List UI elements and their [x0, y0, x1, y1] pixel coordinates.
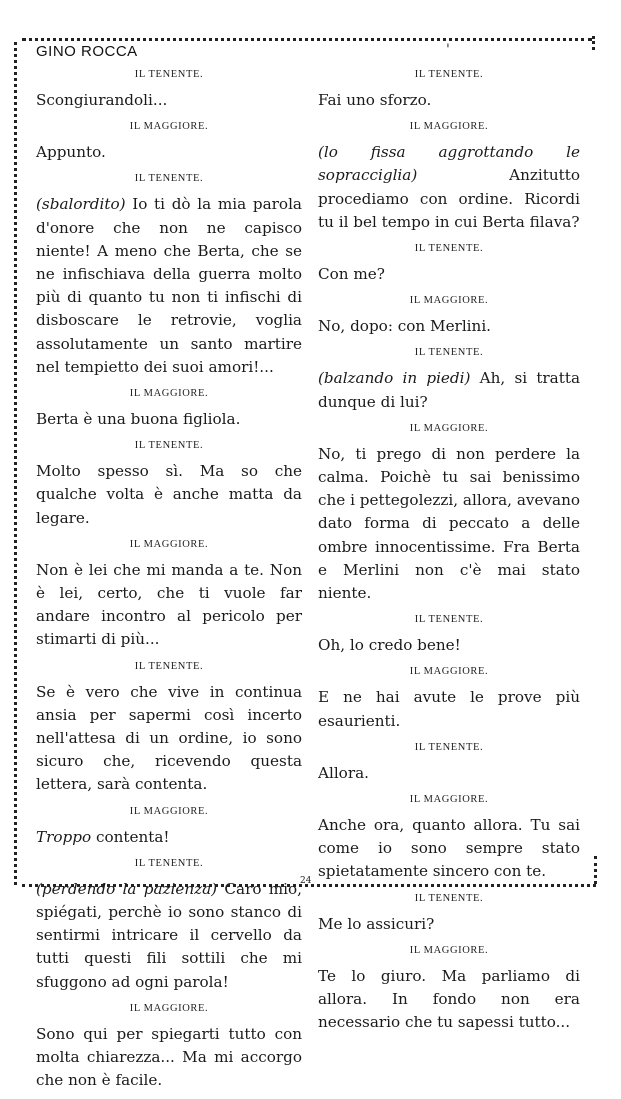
speaker-name: IL MAGGIORE. — [409, 944, 489, 956]
speech-text — [318, 141, 580, 234]
speech-line: Scongiurandoli... — [36, 91, 168, 109]
speech-text — [318, 89, 580, 112]
speech-text — [36, 408, 302, 431]
right-column — [318, 66, 580, 1040]
stage-direction: (balzando in piedi) — [318, 369, 471, 388]
dialogue-entry — [318, 118, 580, 234]
speech-text — [318, 814, 580, 884]
speech-line: Anzitutto procediamo con ordine. Ricordi tu il bel tempo in cui Berta filava? — [318, 166, 580, 231]
speaker-name: IL MAGGIORE. — [129, 538, 209, 550]
dialogue-entry — [36, 658, 302, 797]
dialogue-entry — [36, 803, 302, 849]
speech-text — [36, 559, 302, 652]
speech-text — [318, 762, 580, 785]
dialogue-entry — [318, 240, 580, 286]
left-column — [36, 66, 302, 1099]
speaker-name: IL MAGGIORE. — [129, 121, 209, 133]
dialogue-entry — [36, 385, 302, 431]
speaker-name: IL MAGGIORE. — [129, 388, 209, 400]
speaker-name: IL MAGGIORE. — [409, 295, 489, 307]
speech-line: Non è lei che mi manda a te. Non è lei, certo, che ti vuole far andare incontro al pericolo per stimarti di più... — [36, 560, 302, 649]
speech-text — [36, 460, 302, 530]
speech-text — [36, 1023, 302, 1093]
speaker-name: IL TENENTE. — [414, 741, 484, 753]
speech-text — [318, 443, 580, 605]
dotted-border-corner-br — [594, 856, 597, 884]
speech-line: Allora. — [318, 763, 369, 782]
dialogue-entry — [318, 791, 580, 884]
speech-text — [318, 263, 580, 286]
dialogue-entry — [318, 663, 580, 732]
speech-line: Appunto. — [36, 143, 106, 162]
speech-text — [318, 367, 580, 413]
print-mark: ' — [446, 42, 450, 58]
dotted-border-corner-tr — [592, 36, 595, 50]
dialogue-entry — [36, 66, 302, 112]
stage-direction: Troppo — [36, 827, 92, 846]
speech-text — [36, 193, 302, 379]
stage-direction: (perdendo la pazienza) — [36, 879, 218, 898]
speech-text — [36, 878, 302, 994]
speaker-name: IL TENENTE. — [134, 660, 204, 672]
stage-direction: (lo fissa aggrottando le sopracciglia) — [318, 143, 580, 185]
speech-text — [318, 634, 580, 657]
dialogue-entry — [36, 536, 302, 652]
speech-line: contenta! — [91, 827, 170, 846]
dialogue-entry — [318, 890, 580, 936]
speaker-name: IL MAGGIORE. — [129, 805, 209, 817]
speaker-name: IL MAGGIORE. — [409, 422, 489, 434]
dialogue-entry — [318, 611, 580, 657]
dialogue-entry — [318, 66, 580, 112]
speech-text — [318, 315, 580, 338]
speech-line: Se è vero che vive in continua ansia per sapermi così incerto nell'attesa di un ordine, io sono sicuro che, ricevendo questa lettera, sarà contenta. — [36, 682, 302, 794]
speech-line: No, dopo: con Merlini. — [318, 317, 492, 336]
speech-text — [318, 686, 580, 732]
speech-line: Sono qui per spiegarti tutto con molta chiarezza... Ma mi accorgo che non è facile. — [36, 1024, 302, 1090]
speaker-name: IL TENENTE. — [414, 347, 484, 359]
speech-line: Io ti dò la mia parola d'onore che non ne capisco niente! A meno che Berta, che se ne infischiava della guerra molto più di quanto tu non ti infischi di disboscare le retrovie, voglia assolutamente un santo martire nel tempietto dei suoi amori!... — [36, 195, 302, 376]
speech-line: Con me? — [318, 265, 385, 284]
speaker-name: IL MAGGIORE. — [129, 1002, 209, 1014]
dotted-border-left — [14, 42, 17, 885]
dialogue-entry — [36, 855, 302, 994]
speech-text — [36, 89, 302, 112]
dialogue-entry — [318, 344, 580, 413]
dialogue-entry — [318, 942, 580, 1035]
speaker-name: IL TENENTE. — [414, 69, 484, 80]
speech-text — [36, 141, 302, 164]
speech-line: No, ti prego di non perdere la calma. Poichè tu sai benissimo che i pettegolezzi, allora, avevano dato forma di peccato a delle ombre innocentissime. Fra Berta e Merlini non c'è mai stato niente. — [318, 444, 580, 603]
speech-line: Anche ora, quanto allora. Tu sai come io sono sempre stato spietatamente sincero con te. — [318, 816, 580, 881]
speaker-name: IL TENENTE. — [134, 173, 204, 185]
dialogue-entry — [318, 739, 580, 785]
speech-text — [318, 965, 580, 1035]
dialogue-entry — [318, 292, 580, 338]
speaker-name: IL MAGGIORE. — [409, 794, 489, 806]
page-number: 24 — [300, 876, 312, 886]
speaker-name: IL TENENTE. — [134, 440, 204, 452]
speaker-name: IL MAGGIORE. — [409, 121, 489, 133]
dialogue-entry — [318, 420, 580, 605]
speech-line: Caro mio, spiégati, perchè io sono stanco di sentirmi intricare il cervello da tutti questi fili sottili che mi sfuggono ad ogni parola! — [36, 879, 302, 991]
speech-line: E ne hai avute le prove più esaurienti. — [318, 688, 580, 730]
speech-text — [36, 681, 302, 797]
running-header-author: GINO ROCCA — [36, 43, 138, 60]
speaker-name: IL TENENTE. — [414, 614, 484, 626]
speaker-name: IL MAGGIORE. — [409, 666, 489, 678]
speech-line: Molto spesso sì. Ma so che qualche volta è anche matta da legare. — [36, 462, 302, 527]
speech-line: Berta è una buona figliola. — [36, 410, 241, 429]
dialogue-entry — [36, 437, 302, 530]
dialogue-entry — [36, 118, 302, 164]
speech-text — [36, 826, 302, 849]
dialogue-entry — [36, 170, 302, 379]
speaker-name: IL TENENTE. — [134, 857, 204, 869]
speech-line: Me lo assicuri? — [318, 914, 435, 933]
speech-line: Ah, si tratta dunque di lui? — [318, 369, 580, 411]
speech-line: Oh, lo credo bene! — [318, 636, 461, 655]
stage-direction: (sbalordito) — [36, 195, 126, 214]
speech-line: Te lo giuro. Ma parliamo di allora. In fondo non era necessario che tu sapessi tutto... — [318, 966, 580, 1032]
speaker-name: IL TENENTE. — [134, 69, 204, 80]
dotted-border-top — [22, 38, 592, 41]
speaker-name: IL TENENTE. — [414, 892, 484, 904]
speech-line: Fai uno sforzo. — [318, 91, 432, 109]
speaker-name: IL TENENTE. — [414, 243, 484, 255]
dialogue-entry — [36, 1000, 302, 1093]
speech-text — [318, 913, 580, 936]
